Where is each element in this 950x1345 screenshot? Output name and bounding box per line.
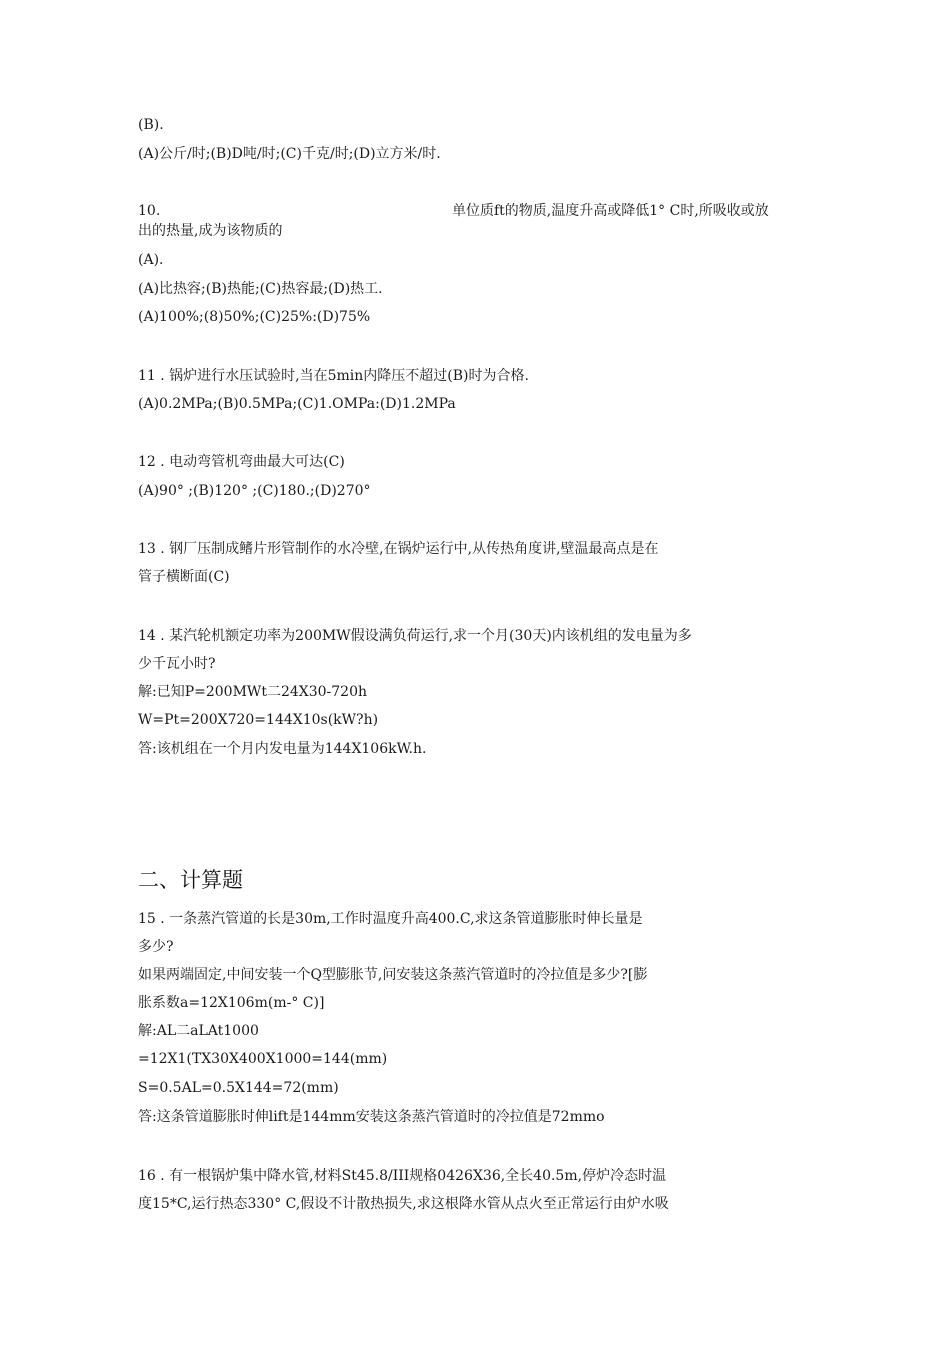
q10-stem-part1: 单位质ft的物质,温度升高或降低1° C时,所吸收或放 bbox=[452, 203, 769, 219]
q14-solution-line2: W=Pt=200X720=144X10s(kW?h) bbox=[138, 712, 379, 728]
q12-stem: 12 . 电动弯管机弯曲最大可达(C) bbox=[138, 454, 345, 470]
q13-stem-line2: 管子横断面(C) bbox=[138, 569, 230, 585]
q12-options: (A)90° ;(B)120° ;(C)180.;(D)270° bbox=[138, 483, 371, 499]
q14-answer: 答:该机组在一个月内发电量为144X106kW.h. bbox=[138, 741, 427, 757]
q9-answer: (B). bbox=[138, 117, 164, 133]
q15-stem-line1: 15 . 一条蒸汽管道的长是30m,工作时温度升高400.C,求这条管道膨胀时伸长量是 bbox=[138, 911, 643, 927]
q10-number: 10. bbox=[138, 203, 161, 219]
q14-solution-line1: 解:已知P=200MWt二24X30-720h bbox=[138, 684, 368, 700]
q15-answer: 答:这条管道膨胀时伸lift是144mm安装这条蒸汽管道时的冷拉值是72mmo bbox=[138, 1109, 605, 1125]
q15-stem-line3: 如果两端固定,中间安装一个Q型膨胀节,问安装这条蒸汽管道时的冷拉值是多少?[膨 bbox=[138, 967, 648, 983]
q16-stem-line2: 度15*C,运行热态330° C,假设不计散热损失,求这根降水管从点火至正常运行由炉水吸 bbox=[138, 1196, 669, 1212]
q14-stem-line1: 14 . 某汽轮机额定功率为200MW假设满负荷运行,求一个月(30天)内该机组的发电量为多 bbox=[138, 628, 692, 644]
q11-options: (A)0.2MPa;(B)0.5MPa;(C)1.OMPa:(D)1.2MPa bbox=[138, 396, 456, 412]
q13-stem-line1: 13 . 钢厂压制成鳍片形管制作的水冷壁,在锅炉运行中,从传热角度讲,壁温最高点是在 bbox=[138, 541, 659, 557]
section-title: 二、计算题 bbox=[138, 868, 243, 892]
q15-solution-line1: 解:AL二aLAt1000 bbox=[138, 1023, 259, 1039]
q15-stem-line4: 胀系数a=12X106m(m-° C)] bbox=[138, 995, 325, 1011]
q15-solution-line3: S=0.5AL=0.5X144=72(mm) bbox=[138, 1080, 339, 1096]
q11-stem: 11 . 锅炉进行水压试验时,当在5min内降压不超过(B)时为合格. bbox=[138, 368, 529, 384]
q10-stem-part2: 出的热量,成为该物质的 bbox=[138, 223, 283, 239]
q10-options: (A)比热容;(B)热能;(C)热容最;(D)热工. bbox=[138, 281, 383, 297]
q15-solution-line2: =12X1(TX30X400X1000=144(mm) bbox=[138, 1051, 388, 1067]
q9-options: (A)公斤/时;(B)D吨/时;(C)千克/时;(D)立方米/时. bbox=[138, 146, 441, 162]
q10-answer: (A). bbox=[138, 252, 164, 268]
q16-stem-line1: 16 . 有一根锅炉集中降水管,材料St45.8/III规格0426X36,全长40.5m,停炉冷态时温 bbox=[138, 1168, 667, 1184]
q14-stem-line2: 少千瓦小时? bbox=[138, 656, 216, 672]
q10-extra-options: (A)100%;(8)50%;(C)25%:(D)75% bbox=[138, 309, 371, 325]
q15-stem-line2: 多少? bbox=[138, 939, 174, 955]
